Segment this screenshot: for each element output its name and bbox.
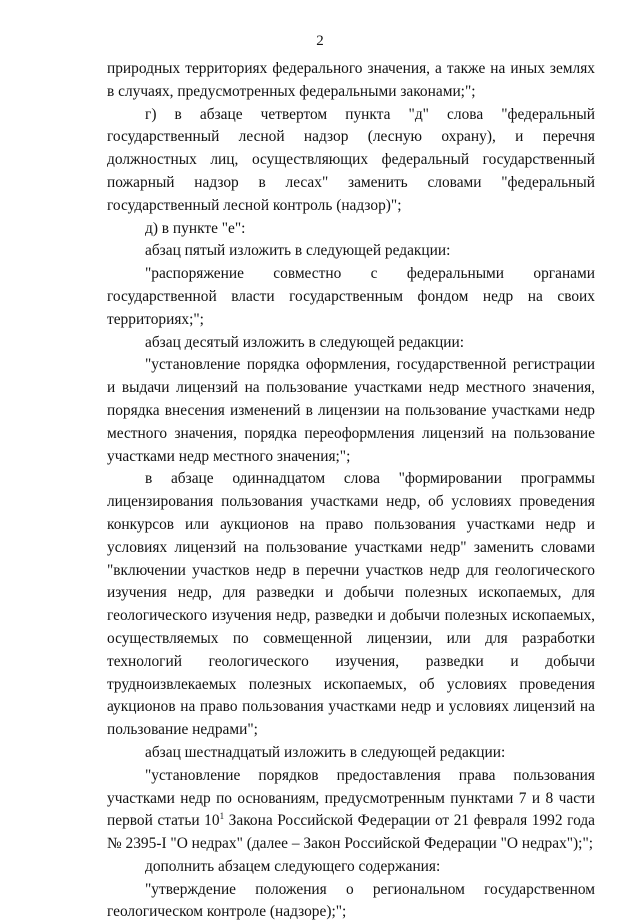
- document-body: [107, 58, 595, 924]
- paragraph: в абзаце одиннадцатом слова "формировании программы лицензирования пользования участками недр, об условиях проведения конкурсов или аукционов на право пользования участками недр и условиях лицензий на пользование участками недр" заменить словами "включении участков недр в перечни участков недр для геологического изучения недр, для разведки и добычи полезных ископаемых, для геологического изучения недр, разведки и добычи полезных ископаемых, осуществляемых по совмещенной лицензии, или для разработки технологий геологического изучения, разведки и добычи трудноизвлекаемых полезных ископаемых, об условиях проведения аукционов на право пользования участками недр и условиях лицензий на пользование недрами";: [107, 470, 595, 739]
- paragraph: [107, 765, 595, 856]
- paragraph-text: Закона Российской Федерации от 21 февраля 1992 года № 2395-I "О недрах" (далее – Закон Российской Федерации "О недрах");";: [107, 812, 595, 853]
- paragraph: абзац пятый изложить в следующей редакции:: [145, 242, 451, 260]
- paragraph: абзац шестнадцатый изложить в следующей редакции:: [145, 743, 506, 761]
- paragraph: абзац десятый изложить в следующей редакции:: [145, 333, 465, 351]
- paragraph: "утверждение положения о региональном государственном геологическом контроле (надзоре);";: [107, 880, 595, 921]
- paragraph: "установление порядка оформления, государственной регистрации и выдачи лицензий на пользование участками недр местного значения, порядка внесения изменений в лицензии на пользование участками недр местного значения, порядка переоформления лицензий на пользование участками недр местного значения;";: [107, 356, 595, 465]
- paragraph: природных территориях федерального значения, а также на иных землях в случаях, предусмотренных федеральными законами;";: [107, 60, 595, 100]
- paragraph: д) в пункте "е":: [145, 219, 246, 237]
- paragraph-text: "установление порядков предоставления права пользования участками недр по основаниям, предусмотренным пунктами 7 и 8 части первой статьи 10: [107, 766, 595, 830]
- paragraph: "распоряжение совместно с федеральными органами государственной власти государственным фондом недр на своих территориях;";: [107, 265, 595, 328]
- paragraph: дополнить абзацем следующего содержания:: [145, 857, 441, 875]
- paragraph: г) в абзаце четвертом пункта "д" слова "федеральный государственный лесной надзор (лесную охрану), и перечня должностных лиц, осуществляющих федеральный государственный пожарный надзор в лесах" заменить словами "федеральный государственный лесной контроль (надзор)";: [107, 105, 595, 214]
- page-number: 2: [316, 33, 324, 49]
- superscript: 1: [219, 811, 225, 822]
